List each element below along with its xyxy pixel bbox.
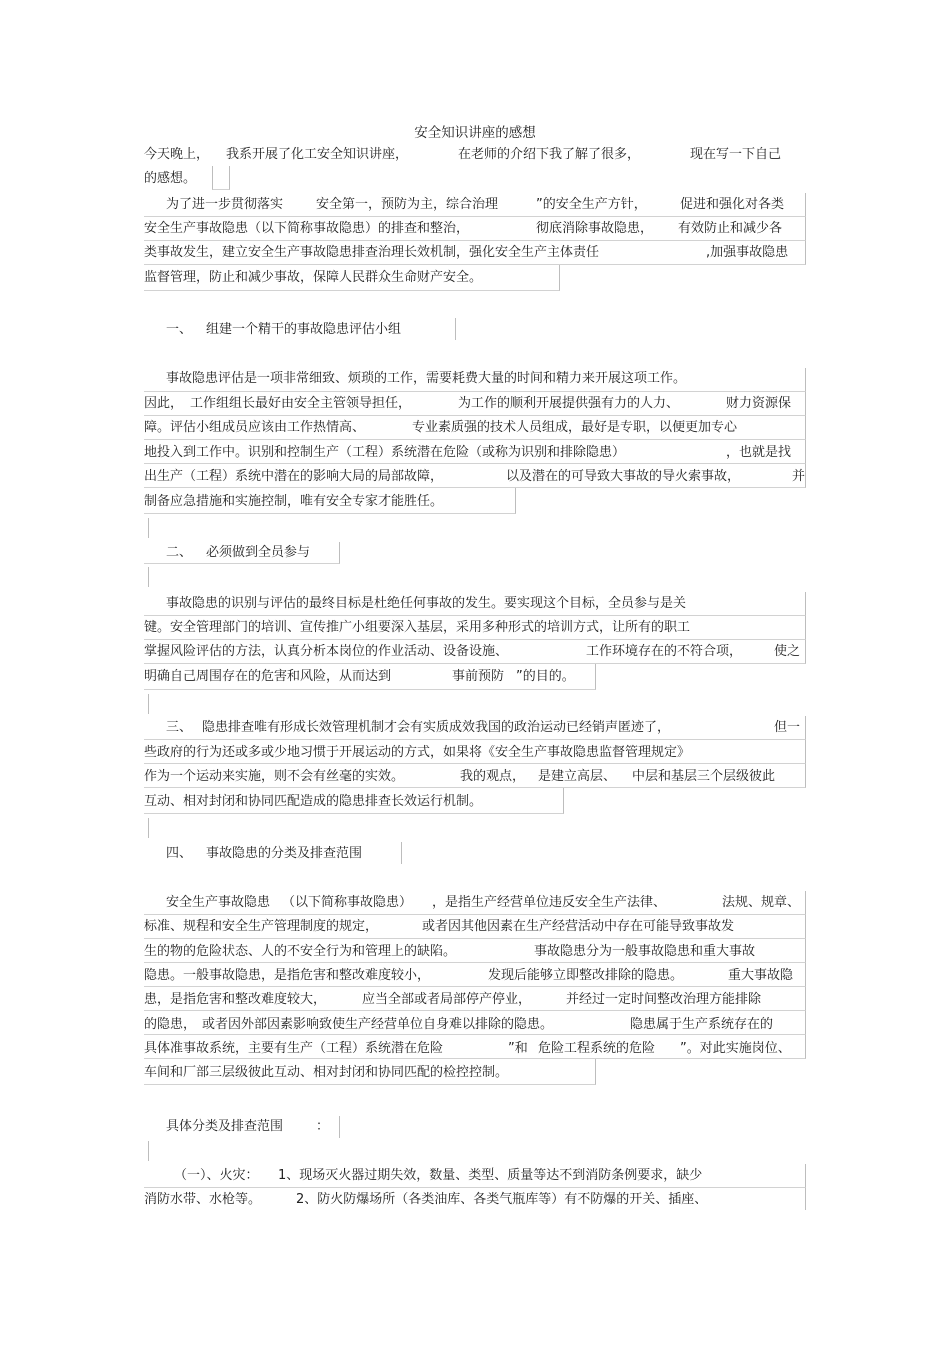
text-segment: 今天晚上，	[144, 147, 210, 162]
text-segment: 并	[792, 469, 806, 484]
p3-line-4	[144, 667, 594, 687]
section-heading-4	[144, 844, 400, 864]
text-segment: 危险工程系统的危险	[538, 1041, 656, 1056]
text-segment: 并经过一定时间整改治理方能排除	[566, 992, 762, 1007]
text-segment: 工作组组长最好由安全主管领导担任，	[190, 396, 412, 411]
text-segment: 地投入到工作中。识别和控制生产（工程）系统潜在危险（或称为识别和排除隐患）	[144, 445, 626, 460]
frame-tick	[148, 1141, 149, 1161]
text-segment: 隐患排查唯有形成长效管理机制才会有实质成效我国的政治运动已经销声匿迹了，	[202, 720, 671, 735]
section-heading-5	[144, 1117, 338, 1137]
text-segment: ”。对此实施岗位、	[680, 1041, 791, 1056]
text-segment: 些政府的行为还或多或少地习惯于开展运动的方式，如果将《安全生产事故隐患监督管理规定》	[144, 745, 691, 760]
p3-line-2	[144, 618, 804, 638]
text-segment: 类事故发生，建立安全生产事故隐患排查治理长效机制，强化安全生产主体责任	[144, 245, 600, 260]
p5-line-8	[144, 1063, 594, 1083]
p5-line-5	[144, 990, 804, 1010]
text-segment: 明确自己周围存在的危害和风险，从而达到	[144, 669, 392, 684]
text-segment: 障。评估小组成员应该由工作热情高、	[144, 420, 366, 435]
text-segment: 有效防止和减少各	[678, 221, 783, 236]
p5-line-3	[144, 942, 804, 962]
intro-line-1	[144, 145, 804, 165]
text-segment: 监督管理，防止和减少事故，保障人民群众生命财产安全。	[144, 270, 483, 285]
text-segment: 患，是指危害和整改难度较大，	[144, 992, 327, 1007]
text-segment: 重大事故隐	[728, 968, 794, 983]
heading-colon: ：	[316, 1119, 330, 1134]
p4-line-2	[144, 743, 804, 763]
text-segment: 工作环境存在的不符合项，	[586, 644, 743, 659]
p5-line-7	[144, 1039, 804, 1059]
p1-line-3	[144, 243, 804, 263]
text-segment: 的感想。	[144, 171, 197, 186]
heading-number: 一、	[166, 322, 193, 337]
text-segment: 标准、规程和安全生产管理制度的规定，	[144, 919, 379, 934]
text-segment: 发现后能够立即整改排除的隐患。	[488, 968, 684, 983]
p5-line-1	[144, 893, 804, 913]
text-segment: ，是指生产经营单位违反安全生产法律、	[432, 895, 667, 910]
text-segment: 为了进一步贯彻落实	[166, 197, 284, 212]
p5-line-6	[144, 1015, 804, 1035]
text-segment: ”的安全生产方针，	[536, 197, 647, 212]
text-segment: 但一	[774, 720, 801, 735]
text-segment: 制备应急措施和实施控制，唯有安全专家才能胜任。	[144, 494, 444, 509]
p3-line-3	[144, 642, 804, 662]
text-segment: 财力资源保	[726, 396, 792, 411]
text-segment: 掌握风险评估的方法，认真分析本岗位的作业活动、设备设施、	[144, 644, 509, 659]
text-segment: 事故隐患的识别与评估的最终目标是杜绝任何事故的发生。要实现这个目标，全员参与是关	[166, 596, 687, 611]
text-segment: （一）、火灾：	[174, 1168, 259, 1183]
p1-line-2	[144, 219, 804, 239]
p4-line-3	[144, 767, 804, 787]
text-segment: 现在写一下自己	[690, 147, 782, 162]
heading-text: 组建一个精干的事故隐患评估小组	[206, 322, 402, 337]
text-segment: 是建立高层、	[538, 769, 617, 784]
frame-tick	[148, 567, 149, 587]
text-segment: 消防水带、水枪等。	[144, 1192, 262, 1207]
section-heading-2	[144, 543, 338, 563]
section-heading-1	[144, 320, 454, 340]
heading-text: 事故隐患的分类及排查范围	[206, 846, 363, 861]
text-segment: 安全生产事故隐患	[166, 895, 271, 910]
text-segment: ”和	[508, 1041, 528, 1056]
p4-line-1	[144, 718, 804, 738]
text-segment: 我系开展了化工安全知识讲座，	[226, 147, 409, 162]
p2-line-6	[144, 492, 514, 512]
text-segment: 安全第一，预防为主，综合治理	[316, 197, 499, 212]
text-segment: （以下简称事故隐患）	[282, 895, 413, 910]
p6-line-1	[144, 1166, 804, 1186]
text-segment: 的隐患，	[144, 1017, 197, 1032]
text-segment: 应当全部或者局部停产停业，	[362, 992, 532, 1007]
p4-line-4	[144, 792, 562, 812]
document-title: 安全知识讲座的感想	[414, 125, 536, 141]
frame-tick	[148, 818, 149, 838]
text-segment: 事故隐患分为一般事故隐患和重大事故	[534, 944, 756, 959]
text-segment: 安全生产事故隐患（以下简称事故隐患）的排查和整治，	[144, 221, 470, 236]
text-segment: 互动、相对封闭和协同匹配造成的隐患排查长效运行机制。	[144, 794, 483, 809]
text-segment: 车间和厂部三层级彼此互动、相对封闭和协同匹配的检控控制。	[144, 1065, 509, 1080]
text-segment: 为工作的顺利开展提供强有力的人力、	[458, 396, 680, 411]
heading-number: 二、	[166, 545, 193, 560]
p2-line-4	[144, 443, 804, 463]
text-segment: 中层和基层三个层级彼此	[632, 769, 776, 784]
text-segment: 使之	[774, 644, 801, 659]
p3-line-1	[144, 594, 804, 614]
text-segment: 或者因外部因素影响致使生产经营单位自身难以排除的隐患。	[202, 1017, 554, 1032]
text-segment: 事前预防	[452, 669, 505, 684]
text-segment: 专业素质强的技术人员组成，最好是专职，以便更加专心	[412, 420, 738, 435]
text-segment: 作为一个运动来实施，则不会有丝毫的实效。	[144, 769, 405, 784]
text-segment: 法规、规章、	[722, 895, 801, 910]
text-segment: 促进和强化对各类	[680, 197, 785, 212]
text-segment: 我的观点，	[460, 769, 526, 784]
text-segment: 在老师的介绍下我了解了很多，	[458, 147, 641, 162]
p2-line-3	[144, 418, 804, 438]
text-segment: 以及潜在的可导致大事故的导火索事故，	[506, 469, 741, 484]
text-segment: 事故隐患评估是一项非常细致、烦琐的工作，需要耗费大量的时间和精力来开展这项工作。	[166, 371, 687, 386]
text-segment: 因此，	[144, 396, 184, 411]
text-segment: 或者因其他因素在生产经营活动中存在可能导致事故发	[422, 919, 735, 934]
frame-tick	[148, 518, 149, 538]
text-segment: ，也就是找	[726, 445, 792, 460]
p6-line-2	[144, 1190, 804, 1210]
p2-line-5	[144, 467, 804, 487]
text-segment: 2、防火防爆场所（各类油库、各类气瓶库等）有不防爆的开关、插座、	[296, 1192, 708, 1207]
p5-line-2	[144, 917, 804, 937]
p1-line-1	[144, 195, 804, 215]
text-segment: ”的目的。	[516, 669, 575, 684]
text-frame	[212, 166, 230, 190]
heading-text: 具体分类及排查范围	[166, 1119, 284, 1134]
heading-number: 四、	[166, 846, 193, 861]
p5-line-4	[144, 966, 804, 986]
text-segment: 隐患。一般事故隐患，是指危害和整改难度较小，	[144, 968, 431, 983]
text-segment: 三、	[166, 720, 193, 735]
p2-line-1	[144, 369, 804, 389]
p2-line-2	[144, 394, 804, 414]
text-segment: 键。安全管理部门的培训、宣传推广小组要深入基层，采用多种形式的培训方式，让所有的职工	[144, 620, 691, 635]
text-segment: 生的物的危险状态、人的不安全行为和管理上的缺陷。	[144, 944, 457, 959]
p1-line-4	[144, 268, 564, 288]
text-segment: 出生产（工程）系统中潜在的影响大局的局部故障，	[144, 469, 444, 484]
heading-text: 必须做到全员参与	[206, 545, 311, 560]
text-segment: 1、现场灭火器过期失效，数量、类型、质量等达不到消防条例要求，缺少	[278, 1168, 703, 1183]
text-segment: 彻底消除事故隐患，	[536, 221, 654, 236]
text-segment: ,加强事故隐患	[706, 245, 789, 260]
frame-tick	[148, 694, 149, 714]
text-segment: 具体准事故系统，主要有生产（工程）系统潜在危险	[144, 1041, 444, 1056]
text-segment: 隐患属于生产系统存在的	[630, 1017, 774, 1032]
